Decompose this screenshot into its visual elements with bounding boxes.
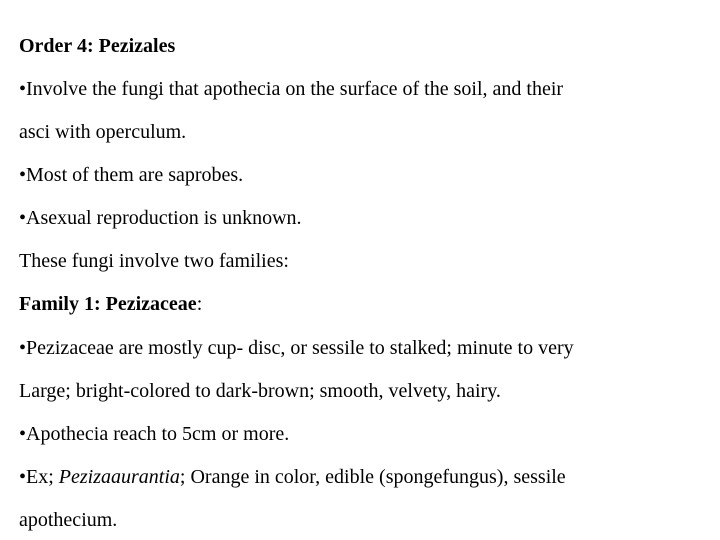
order-bullet-1-line-1: •Involve the fungi that apothecia on the surface of the soil, and their: [19, 78, 564, 100]
order-bullet-1-line-2: asci with operculum.: [19, 121, 187, 143]
order-bullet-3: •Asexual reproduction is unknown.: [19, 207, 302, 229]
family-heading-colon: :: [196, 293, 203, 315]
family-bullet-2: •Apothecia reach to 5cm or more.: [19, 423, 290, 445]
example-species: Pezizaaurantia: [58, 466, 180, 488]
example-line-1: [19, 465, 566, 489]
family-heading-line: [19, 292, 202, 316]
order-bullet-2: •Most of them are saprobes.: [19, 164, 244, 186]
family-heading: Family 1: Pezizaceae: [19, 293, 197, 315]
family-bullet-1-line-2: Large; bright-colored to dark-brown; smooth, velvety, hairy.: [19, 380, 501, 402]
example-prefix: •Ex;: [19, 466, 59, 488]
example-line-2: apothecium.: [19, 509, 118, 531]
family-bullet-1-line-1: •Pezizaceae are mostly cup- disc, or sessile to stalked; minute to very: [19, 337, 574, 359]
order-heading: Order 4: Pezizales: [19, 35, 176, 57]
example-rest: ; Orange in color, edible (spongefungus), sessile: [179, 466, 566, 488]
families-intro: These fungi involve two families:: [19, 250, 289, 272]
